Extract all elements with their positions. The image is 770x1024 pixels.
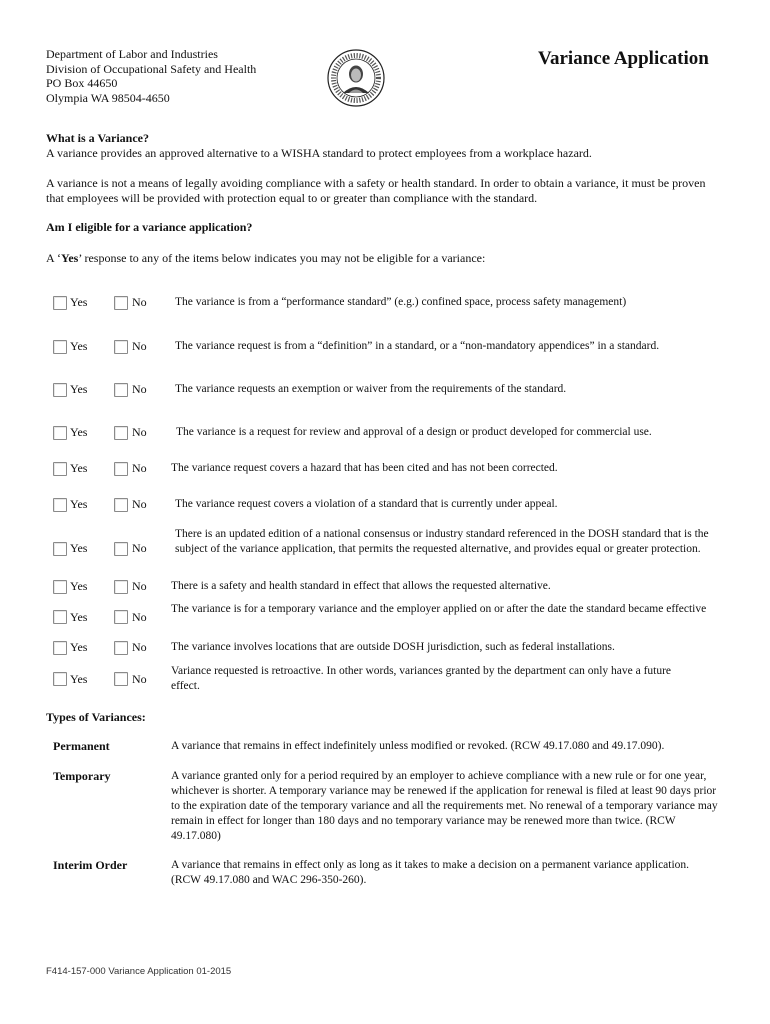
yes-label: Yes xyxy=(70,640,88,654)
eligibility-question: There is a safety and health standard in effect that allows the requested alternative. xyxy=(171,580,551,592)
no-checkbox[interactable] xyxy=(114,641,128,655)
no-checkbox[interactable] xyxy=(114,426,128,440)
no-label: No xyxy=(132,610,147,624)
no-checkbox[interactable] xyxy=(114,610,128,624)
no-label: No xyxy=(132,339,147,353)
yes-checkbox[interactable] xyxy=(53,383,67,397)
yes-label: Yes xyxy=(70,461,88,475)
lead-prefix: A ‘ xyxy=(46,251,61,265)
no-checkbox[interactable] xyxy=(114,462,128,476)
eligibility-lead-text xyxy=(46,251,726,266)
yes-label: Yes xyxy=(70,339,88,353)
yes-checkbox[interactable] xyxy=(53,542,67,556)
yes-checkbox[interactable] xyxy=(53,610,67,624)
yes-checkbox[interactable] xyxy=(53,672,67,686)
page-title: Variance Application xyxy=(538,48,709,69)
eligibility-question: The variance is for a temporary variance and the employer applied on or after the date the standard became effective xyxy=(171,603,707,615)
address-line: Division of Occupational Safety and Health xyxy=(46,61,257,76)
agency-address xyxy=(46,47,256,105)
section-heading-types: Types of Variances: xyxy=(46,710,146,724)
yes-label: Yes xyxy=(70,610,88,624)
eligibility-question: The variance involves locations that are outside DOSH jurisdiction, such as federal installations. xyxy=(171,641,615,653)
address-line: Department of Labor and Industries xyxy=(46,47,218,61)
eligibility-question: The variance request covers a violation of a standard that is currently under appeal. xyxy=(175,498,558,510)
variance-type-description: A variance granted only for a period required by an employer to achieve compliance with a new rule or for one year, whichever is shorter. A temporary variance may be renewed if the application for renewal is filed at least 90 days prior to the expiration date of the temporary variance and all the requirements met. No renewal of a temporary variance may remain in effect for longer than 180 days and no temporary variance may be renewed more than twice. (RCW 49.17.080) xyxy=(171,770,718,842)
yes-checkbox[interactable] xyxy=(53,498,67,512)
yes-label: Yes xyxy=(70,497,88,511)
no-label: No xyxy=(132,640,147,654)
no-checkbox[interactable] xyxy=(114,340,128,354)
eligibility-question: The variance is a request for review and approval of a design or product developed for commercial use. xyxy=(176,426,652,438)
washington-state-seal-icon xyxy=(327,49,385,107)
yes-label: Yes xyxy=(70,382,88,396)
no-label: No xyxy=(132,461,147,475)
variance-type-description: A variance that remains in effect indefinitely unless modified or revoked. (RCW 49.17.080 and 49.17.090). xyxy=(171,740,665,752)
eligibility-question: The variance request is from a “definition” in a standard, or a “non-mandatory appendices” in a standard. xyxy=(175,340,660,352)
yes-label: Yes xyxy=(70,672,88,686)
yes-label: Yes xyxy=(70,579,88,593)
no-label: No xyxy=(132,382,147,396)
eligibility-question: The variance requests an exemption or waiver from the requirements of the standard. xyxy=(175,383,567,395)
yes-label: Yes xyxy=(70,541,88,555)
no-checkbox[interactable] xyxy=(114,383,128,397)
yes-checkbox[interactable] xyxy=(53,580,67,594)
yes-label: Yes xyxy=(70,425,88,439)
yes-checkbox[interactable] xyxy=(53,462,67,476)
what-is-paragraph-2: A variance is not a means of legally avoiding compliance with a safety or health standard. In order to obtain a variance, it must be proven that employees will be provided with protection equal to or greater than compliance with the standard. xyxy=(46,176,706,205)
no-label: No xyxy=(132,579,147,593)
yes-checkbox[interactable] xyxy=(53,296,67,310)
lead-bold: Yes xyxy=(61,251,79,265)
variance-type-name: Temporary xyxy=(53,769,111,783)
form-footer-id: F414-157-000 Variance Application 01-2015 xyxy=(46,966,232,977)
address-line: Olympia WA 98504-4650 xyxy=(46,90,170,105)
no-checkbox[interactable] xyxy=(114,296,128,310)
eligibility-question: The variance is from a “performance standard” (e.g.) confined space, process safety management) xyxy=(175,296,627,308)
no-checkbox[interactable] xyxy=(114,498,128,512)
address-line: PO Box 44650 xyxy=(46,76,118,91)
variance-type-name: Permanent xyxy=(53,739,110,753)
what-is-paragraph-1: A variance provides an approved alternative to a WISHA standard to protect employees from a workplace hazard. xyxy=(46,146,592,160)
lead-suffix: ’ response to any of the items below indicates you may not be eligible for a variance: xyxy=(78,251,486,265)
yes-checkbox[interactable] xyxy=(53,340,67,354)
no-label: No xyxy=(132,497,147,511)
yes-checkbox[interactable] xyxy=(53,641,67,655)
no-label: No xyxy=(132,425,147,439)
variance-type-name: Interim Order xyxy=(53,858,128,872)
section-heading-what-is: What is a Variance? xyxy=(46,131,150,145)
no-checkbox[interactable] xyxy=(114,580,128,594)
yes-checkbox[interactable] xyxy=(53,426,67,440)
no-label: No xyxy=(132,672,147,686)
eligibility-question: There is an updated edition of a national consensus or industry standard referenced in the DOSH standard that is the subject of the variance application, that permits the requested alternative, and provides equal or greater protection. xyxy=(175,528,709,555)
yes-label: Yes xyxy=(70,295,88,309)
no-label: No xyxy=(132,541,147,555)
no-checkbox[interactable] xyxy=(114,672,128,686)
section-heading-eligibility: Am I eligible for a variance application? xyxy=(46,220,253,234)
eligibility-question: Variance requested is retroactive. In other words, variances granted by the department can only have a future effect. xyxy=(171,665,672,692)
eligibility-question: The variance request covers a hazard that has been cited and has not been corrected. xyxy=(171,462,558,474)
no-label: No xyxy=(132,295,147,309)
no-checkbox[interactable] xyxy=(114,542,128,556)
variance-type-description: A variance that remains in effect only as long as it takes to make a decision on a permanent variance application. (RCW 49.17.080 and WAC 296-350-260). xyxy=(171,859,690,886)
